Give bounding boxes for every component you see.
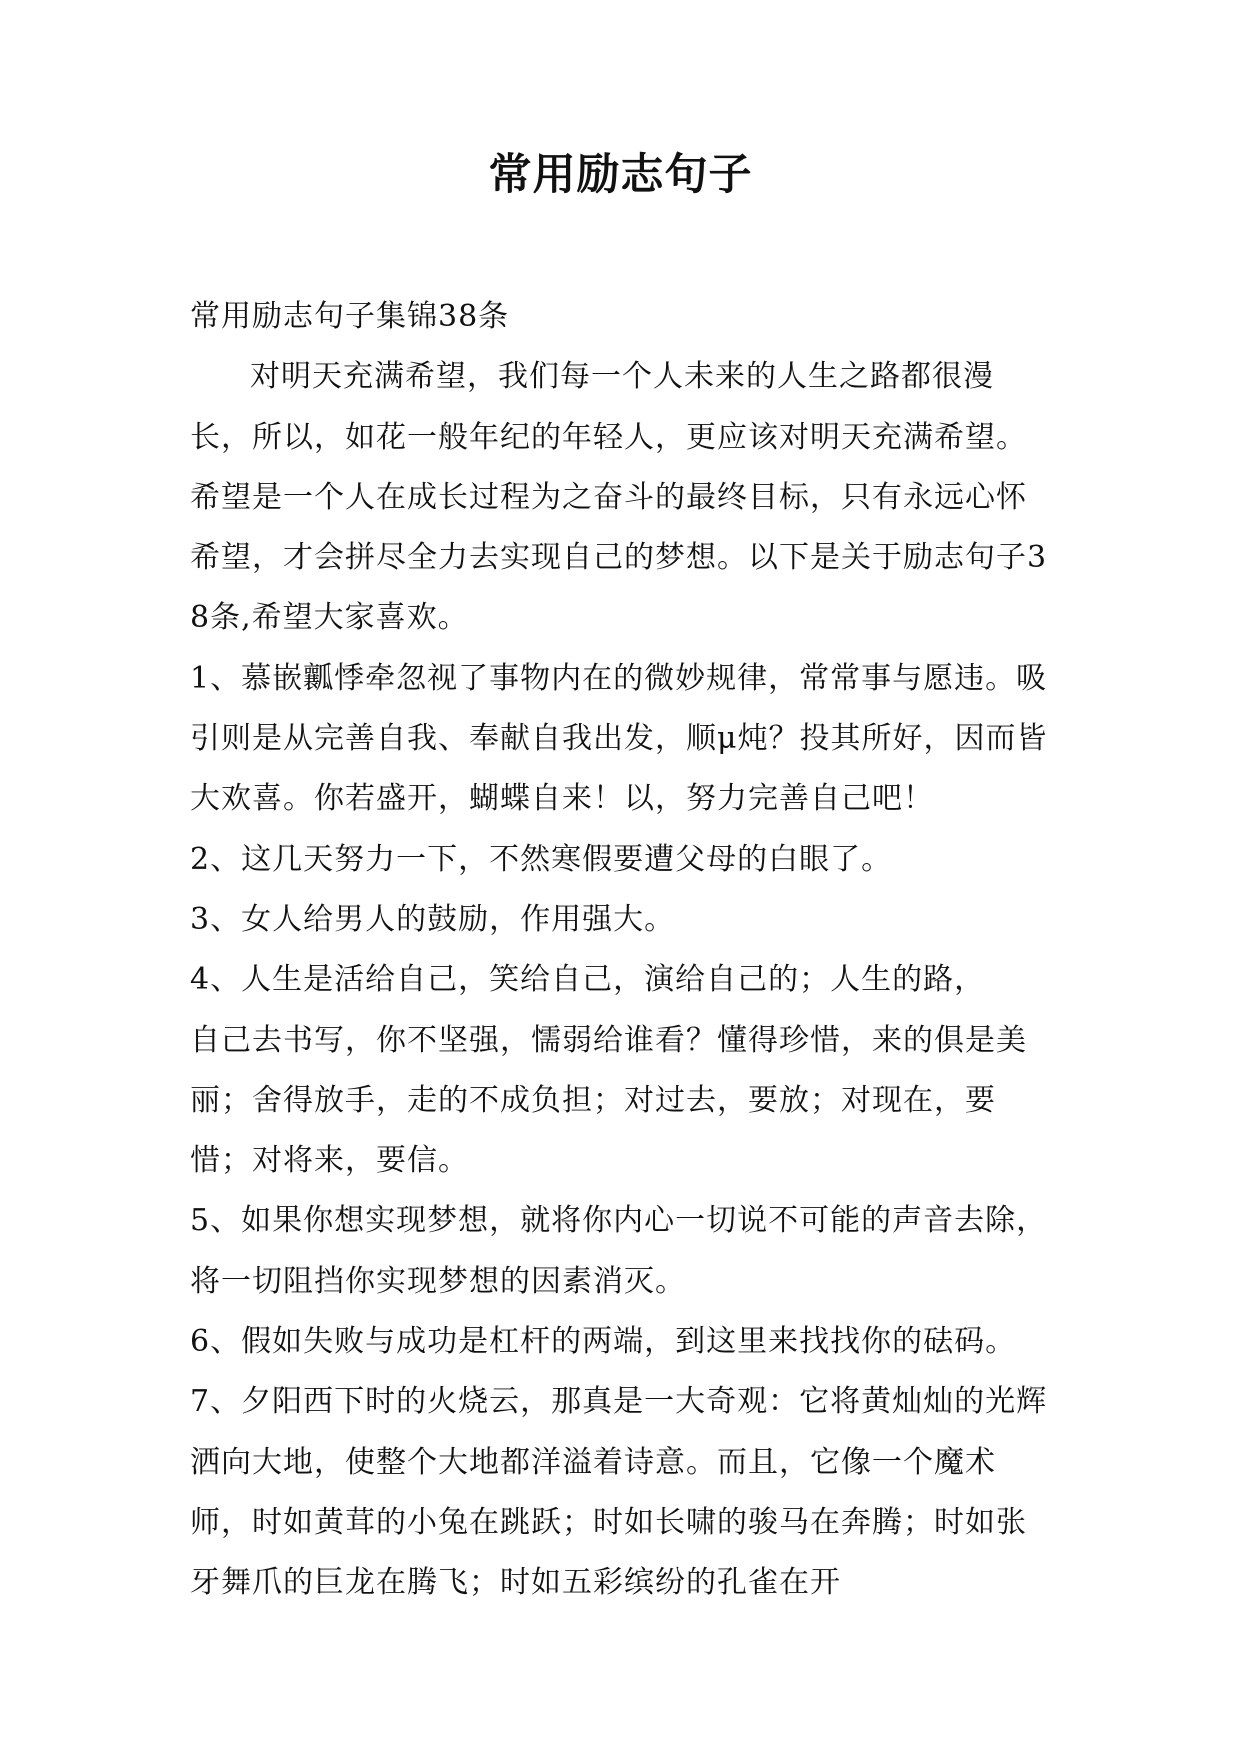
list-item: 4、人生是活给自己，笑给自己，演给自己的；人生的路， (190, 962, 986, 998)
document-body (190, 287, 1055, 1614)
intro-paragraph: 对明天充满希望，我们每一个人未来的人生之路都很漫长，所以，如花一般年纪的年轻人，更应该对明天充满希望。希望是一个人在成长过程为之奋斗的最终目标，只有永远心怀希望，才会拼尽全力去实现自己的梦想。以下是关于励志句子38条,希望大家喜欢。 (190, 359, 1048, 636)
list-item: 7、夕阳西下时的火烧云，那真是一大奇观：它将黄灿灿的光辉洒向大地，使整个大地都洋溢着诗意。而且，它像一个魔术师，时如黄茸的小兔在跳跃；时如长啸的骏马在奔腾；时如张牙舞爪的巨龙在腾飞；时如五彩缤纷的孔雀在开 (190, 1384, 1048, 1601)
page-title: 常用励志句子 (488, 150, 753, 200)
list-item: 1、慕嵌瓤悸牵忽视了事物内在的微妙规律，常常事与愿违。吸引则是从完善自我、奉献自我出发，顺μ炖？投其所好，因而皆大欢喜。你若盛开，蝴蝶自来！以，努力完善自己吧！ (190, 660, 1048, 817)
list-item: 6、假如失败与成功是杠杆的两端，到这里来找找你的砝码。 (190, 1324, 1017, 1360)
list-item: 3、女人给男人的鼓励，作用强大。 (190, 901, 676, 937)
list-item: 5、如果你想实现梦想，就将你内心一切说不可能的声音去除，将一切阻挡你实现梦想的因素消灭。 (190, 1203, 1048, 1299)
list-item: 2、这几天努力一下，不然寒假要遭父母的白眼了。 (190, 841, 893, 877)
list-item: 自己去书写，你不坚强，懦弱给谁看？懂得珍惜，来的俱是美丽；舍得放手，走的不成负担；对过去，要放；对现在，要惜；对将来，要信。 (190, 1022, 1027, 1179)
subtitle: 常用励志句子集锦38条 (190, 299, 510, 334)
